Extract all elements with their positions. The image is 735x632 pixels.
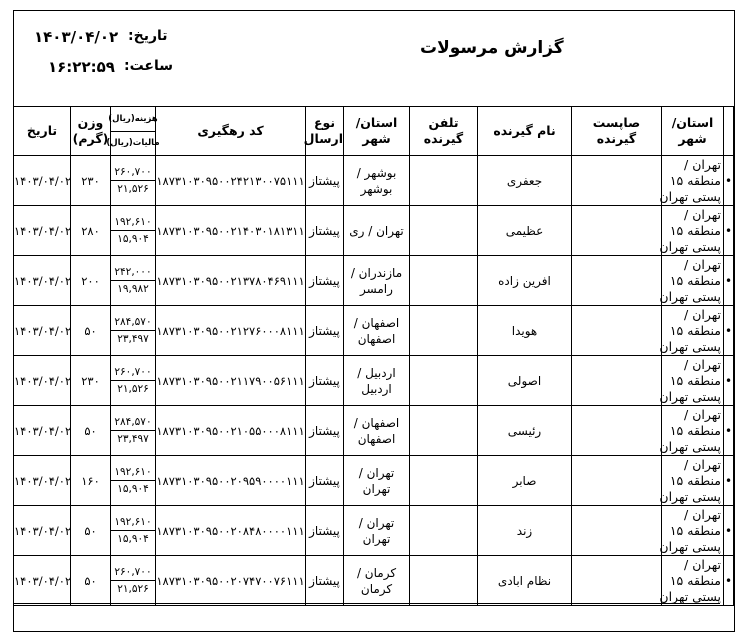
cell-dest bbox=[344, 456, 410, 506]
col-weight: وزن (گرم) bbox=[71, 107, 111, 156]
dest-line: تهران bbox=[362, 531, 391, 546]
cell-date: ۱۴۰۳/۰۴/۰۲ bbox=[14, 406, 71, 456]
cell-dest bbox=[344, 306, 410, 356]
dest-line: کرمان / bbox=[356, 565, 397, 580]
cell-marker bbox=[724, 356, 734, 406]
dest-line: مازندران / bbox=[350, 265, 403, 280]
row-bullet-icon: • bbox=[724, 473, 733, 488]
dest-line: اصفهان / bbox=[353, 315, 400, 330]
time-value: ۱۶:۲۲:۵۹ bbox=[48, 58, 115, 76]
table-header-row bbox=[14, 107, 734, 156]
cell-send-type: پیشتاز bbox=[306, 356, 344, 406]
date-value: ۱۴۰۳/۰۴/۰۲ bbox=[34, 28, 119, 46]
cell-send-type: پیشتاز bbox=[306, 406, 344, 456]
dest-line: رامسر bbox=[360, 281, 393, 296]
cell-cost: ۲۶۰,۷۰۰ bbox=[111, 164, 155, 181]
cell-tracking: ۱۸۷۳۱۰۳۰۹۵۰۰۲۰۷۴۷۰۰۷۶۱۱۱ bbox=[156, 556, 306, 606]
dest-line: تهران / bbox=[358, 465, 395, 480]
cell-marker bbox=[724, 406, 734, 456]
col-cost: هزینه(ریال) bbox=[111, 107, 155, 132]
col-origin: استان/ شهر bbox=[662, 107, 724, 156]
cell-receiver-name: رئیسی bbox=[478, 406, 572, 456]
origin-line: منطقه ۱۵ bbox=[669, 272, 721, 288]
cell-receiver-name: افرین زاده bbox=[478, 256, 572, 306]
row-bullet-icon: • bbox=[724, 523, 733, 538]
cell-tax: ۱۵,۹۰۴ bbox=[117, 233, 149, 245]
row-bullet-icon: • bbox=[724, 323, 733, 338]
cell-cost-tax bbox=[111, 506, 156, 556]
cell-cost-tax bbox=[111, 456, 156, 506]
col-receiver-name: نام گیرنده bbox=[478, 107, 572, 156]
cell-tracking: ۱۸۷۳۱۰۳۰۹۵۰۰۲۱۰۵۵۰۰۰۸۱۱۱ bbox=[156, 406, 306, 456]
table-row bbox=[14, 256, 734, 306]
table-row bbox=[14, 406, 734, 456]
cell-origin bbox=[659, 306, 724, 356]
origin-line: پستی تهران bbox=[659, 238, 721, 254]
cell-tax: ۱۵,۹۰۴ bbox=[117, 533, 149, 545]
origin-line: منطقه ۱۵ bbox=[669, 522, 721, 538]
cell-dest bbox=[344, 356, 410, 406]
cell-receiver-phone bbox=[410, 256, 478, 306]
col-tax: مالیات(ریال) bbox=[106, 138, 160, 149]
cell-sender bbox=[572, 306, 662, 356]
cell-origin bbox=[659, 206, 724, 256]
origin-line: پستی تهران bbox=[659, 488, 721, 504]
origin-line: منطقه ۱۵ bbox=[669, 472, 721, 488]
origin-line: منطقه ۱۵ bbox=[669, 372, 721, 388]
cell-date: ۱۴۰۳/۰۴/۰۲ bbox=[14, 556, 71, 606]
table-row bbox=[14, 356, 734, 406]
cell-marker bbox=[724, 556, 734, 606]
cell-date: ۱۴۰۳/۰۴/۰۲ bbox=[14, 356, 71, 406]
col-sender: صاپست گیرنده bbox=[572, 107, 662, 156]
cell-tax: ۲۳,۴۹۷ bbox=[117, 333, 149, 345]
cell-cost: ۲۶۰,۷۰۰ bbox=[111, 364, 155, 381]
cell-cost: ۲۶۰,۷۰۰ bbox=[111, 564, 155, 581]
cell-cost: ۱۹۲,۶۱۰ bbox=[111, 464, 155, 481]
cell-weight: ۲۰۰ bbox=[71, 256, 111, 306]
row-bullet-icon: • bbox=[724, 573, 733, 588]
cell-sender bbox=[572, 156, 662, 206]
dest-line: اردبیل bbox=[361, 381, 392, 396]
cell-origin bbox=[659, 456, 724, 506]
cell-dest bbox=[344, 206, 410, 256]
cell-tracking: ۱۸۷۳۱۰۳۰۹۵۰۰۲۱۲۷۶۰۰۰۸۱۱۱ bbox=[156, 306, 306, 356]
cell-marker bbox=[724, 306, 734, 356]
cell-cost-tax bbox=[111, 356, 156, 406]
cell-tracking: ۱۸۷۳۱۰۳۰۹۵۰۰۲۱۱۷۹۰۰۵۶۱۱۱ bbox=[156, 356, 306, 406]
cell-sender bbox=[572, 206, 662, 256]
row-bullet-icon: • bbox=[724, 173, 733, 188]
row-bullet-icon: • bbox=[724, 273, 733, 288]
cell-date: ۱۴۰۳/۰۴/۰۲ bbox=[14, 456, 71, 506]
cell-origin bbox=[659, 556, 724, 606]
dest-line: اصفهان / bbox=[353, 415, 400, 430]
cell-origin bbox=[659, 506, 724, 556]
row-bullet-icon: • bbox=[724, 423, 733, 438]
dest-line: اصفهان bbox=[357, 331, 396, 346]
row-bullet-icon: • bbox=[724, 223, 733, 238]
col-tracking: کد رهگیری bbox=[156, 107, 306, 156]
origin-line: پستی تهران bbox=[659, 438, 721, 454]
cell-send-type: پیشتاز bbox=[306, 306, 344, 356]
dest-line: کرمان bbox=[360, 581, 393, 596]
cell-date: ۱۴۰۳/۰۴/۰۲ bbox=[14, 156, 71, 206]
cell-receiver-name: هویدا bbox=[478, 306, 572, 356]
cell-cost-tax bbox=[111, 556, 156, 606]
cell-tax: ۱۹,۹۸۲ bbox=[117, 283, 149, 295]
cell-cost-tax bbox=[111, 206, 156, 256]
origin-line: پستی تهران bbox=[659, 588, 721, 604]
origin-line: تهران / bbox=[684, 406, 721, 422]
col-date: تاریخ bbox=[14, 107, 71, 156]
col-receiver-phone: تلفن گیرنده bbox=[410, 107, 478, 156]
dest-line: بوشهر / bbox=[356, 165, 397, 180]
origin-line: منطقه ۱۵ bbox=[669, 422, 721, 438]
cell-marker bbox=[724, 506, 734, 556]
cell-receiver-phone bbox=[410, 306, 478, 356]
cell-weight: ۱۶۰ bbox=[71, 456, 111, 506]
cell-tax: ۲۳,۴۹۷ bbox=[117, 433, 149, 445]
cell-receiver-phone bbox=[410, 406, 478, 456]
cell-dest bbox=[344, 556, 410, 606]
cell-weight: ۵۰ bbox=[71, 406, 111, 456]
cell-cost-tax bbox=[111, 306, 156, 356]
cell-send-type: پیشتاز bbox=[306, 206, 344, 256]
cell-receiver-phone bbox=[410, 156, 478, 206]
cell-sender bbox=[572, 506, 662, 556]
cell-send-type: پیشتاز bbox=[306, 556, 344, 606]
cell-sender bbox=[572, 406, 662, 456]
origin-line: تهران / bbox=[684, 156, 721, 172]
cell-weight: ۵۰ bbox=[71, 506, 111, 556]
origin-line: پستی تهران bbox=[659, 388, 721, 404]
shipments-table bbox=[13, 106, 734, 606]
time-label: ساعت: bbox=[124, 58, 174, 74]
cell-send-type: پیشتاز bbox=[306, 156, 344, 206]
cell-cost-tax bbox=[111, 156, 156, 206]
cell-receiver-name: صابر bbox=[478, 456, 572, 506]
cell-tax: ۲۱,۵۲۶ bbox=[117, 383, 149, 395]
cell-cost: ۲۸۴,۵۷۰ bbox=[111, 314, 155, 331]
col-marker bbox=[724, 107, 734, 156]
dest-line: تهران / bbox=[358, 515, 395, 530]
cell-receiver-phone bbox=[410, 206, 478, 256]
cell-cost: ۲۸۴,۵۷۰ bbox=[111, 414, 155, 431]
origin-line: تهران / bbox=[684, 506, 721, 522]
dest-line: بوشهر bbox=[360, 181, 393, 196]
cell-dest bbox=[344, 256, 410, 306]
cell-tracking: ۱۸۷۳۱۰۳۰۹۵۰۰۲۱۴۰۳۰۱۸۱۳۱۱ bbox=[156, 206, 306, 256]
row-bullet-icon: • bbox=[724, 373, 733, 388]
cell-cost: ۱۹۲,۶۱۰ bbox=[111, 214, 155, 231]
origin-line: تهران / bbox=[684, 306, 721, 322]
cell-send-type: پیشتاز bbox=[306, 256, 344, 306]
cell-dest bbox=[344, 506, 410, 556]
cell-weight: ۵۰ bbox=[71, 306, 111, 356]
cell-dest bbox=[344, 406, 410, 456]
cell-receiver-name: جعفری bbox=[478, 156, 572, 206]
cell-marker bbox=[724, 156, 734, 206]
cell-receiver-phone bbox=[410, 356, 478, 406]
col-dest: استان/ شهر bbox=[344, 107, 410, 156]
cell-sender bbox=[572, 556, 662, 606]
cell-receiver-name: نظام ابادی bbox=[478, 556, 572, 606]
cell-marker bbox=[724, 256, 734, 306]
table-row bbox=[14, 506, 734, 556]
cell-origin bbox=[659, 256, 724, 306]
cell-tracking: ۱۸۷۳۱۰۳۰۹۵۰۰۲۰۸۴۸۰۰۰۰۱۱۱ bbox=[156, 506, 306, 556]
cell-tracking: ۱۸۷۳۱۰۳۰۹۵۰۰۲۰۹۵۹۰۰۰۰۱۱۱ bbox=[156, 456, 306, 506]
cell-send-type: پیشتاز bbox=[306, 456, 344, 506]
cell-marker bbox=[724, 206, 734, 256]
table-row bbox=[14, 556, 734, 606]
origin-line: منطقه ۱۵ bbox=[669, 572, 721, 588]
dest-line: اصفهان bbox=[357, 431, 396, 446]
cell-origin bbox=[659, 406, 724, 456]
date-label: تاریخ: bbox=[128, 28, 168, 44]
cell-date: ۱۴۰۳/۰۴/۰۲ bbox=[14, 256, 71, 306]
cell-receiver-name: اصولی bbox=[478, 356, 572, 406]
cell-date: ۱۴۰۳/۰۴/۰۲ bbox=[14, 306, 71, 356]
cell-weight: ۵۰ bbox=[71, 556, 111, 606]
cell-receiver-phone bbox=[410, 506, 478, 556]
cell-dest bbox=[344, 156, 410, 206]
origin-line: تهران / bbox=[684, 206, 721, 222]
cell-origin bbox=[659, 356, 724, 406]
cell-tracking: ۱۸۷۳۱۰۳۰۹۵۰۰۲۴۲۱۳۰۰۷۵۱۱۱ bbox=[156, 156, 306, 206]
cell-tracking: ۱۸۷۳۱۰۳۰۹۵۰۰۲۱۳۷۸۰۴۶۹۱۱۱ bbox=[156, 256, 306, 306]
cell-weight: ۲۳۰ bbox=[71, 156, 111, 206]
cell-origin bbox=[659, 156, 724, 206]
cell-cost: ۲۴۲,۰۰۰ bbox=[111, 264, 155, 281]
report-title: گزارش مرسولات bbox=[420, 38, 564, 58]
cell-sender bbox=[572, 256, 662, 306]
cell-date: ۱۴۰۳/۰۴/۰۲ bbox=[14, 506, 71, 556]
dest-line: تهران / ری bbox=[349, 223, 404, 238]
origin-line: تهران / bbox=[684, 456, 721, 472]
dest-line: اردبیل / bbox=[357, 365, 396, 380]
footer-rule bbox=[13, 603, 720, 604]
cell-receiver-phone bbox=[410, 456, 478, 506]
cell-receiver-name: زند bbox=[478, 506, 572, 556]
cell-marker bbox=[724, 456, 734, 506]
table-row bbox=[14, 456, 734, 506]
cell-weight: ۲۳۰ bbox=[71, 356, 111, 406]
cell-cost-tax bbox=[111, 256, 156, 306]
table-row bbox=[14, 156, 734, 206]
cell-date: ۱۴۰۳/۰۴/۰۲ bbox=[14, 206, 71, 256]
origin-line: تهران / bbox=[684, 356, 721, 372]
origin-line: پستی تهران bbox=[659, 338, 721, 354]
col-cost-tax bbox=[106, 107, 160, 156]
cell-tax: ۲۱,۵۲۶ bbox=[117, 183, 149, 195]
cell-weight: ۲۸۰ bbox=[71, 206, 111, 256]
cell-cost: ۱۹۲,۶۱۰ bbox=[111, 514, 155, 531]
origin-line: تهران / bbox=[684, 256, 721, 272]
cell-tax: ۲۱,۵۲۶ bbox=[117, 583, 149, 595]
cell-send-type: پیشتاز bbox=[306, 506, 344, 556]
table-row bbox=[14, 206, 734, 256]
cell-cost-tax bbox=[111, 406, 156, 456]
col-send-type: نوع ارسال bbox=[306, 107, 344, 156]
origin-line: تهران / bbox=[684, 556, 721, 572]
origin-line: منطقه ۱۵ bbox=[669, 322, 721, 338]
origin-line: پستی تهران bbox=[659, 188, 721, 204]
dest-line: تهران bbox=[362, 481, 391, 496]
cell-receiver-phone bbox=[410, 556, 478, 606]
origin-line: پستی تهران bbox=[659, 538, 721, 554]
cell-sender bbox=[572, 456, 662, 506]
cell-sender bbox=[572, 356, 662, 406]
origin-line: منطقه ۱۵ bbox=[669, 222, 721, 238]
cell-receiver-name: عظیمی bbox=[478, 206, 572, 256]
origin-line: پستی تهران bbox=[659, 288, 721, 304]
table-row bbox=[14, 306, 734, 356]
cell-tax: ۱۵,۹۰۴ bbox=[117, 483, 149, 495]
origin-line: منطقه ۱۵ bbox=[669, 172, 721, 188]
